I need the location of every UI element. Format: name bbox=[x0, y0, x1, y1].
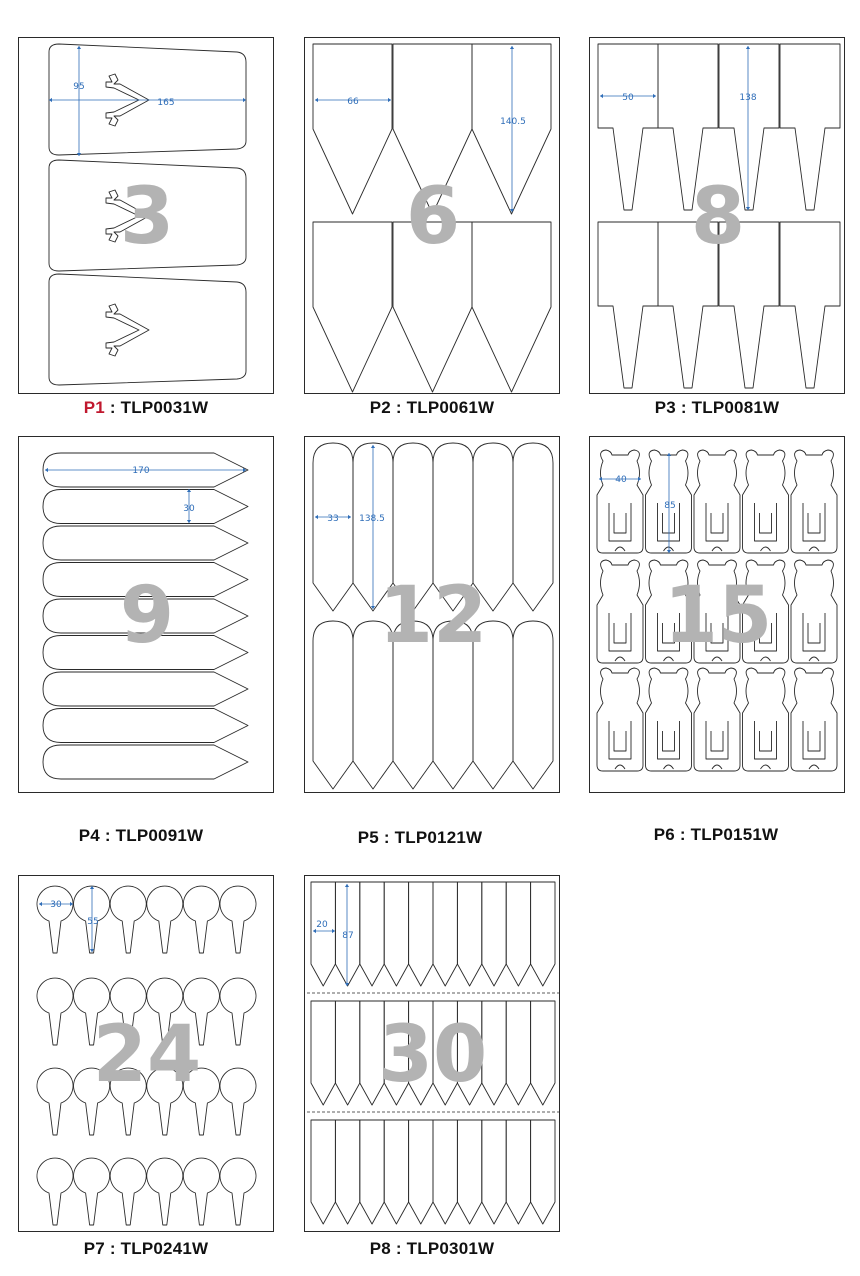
narrow-stake-outline bbox=[409, 882, 433, 986]
narrow-stake-outline bbox=[335, 1001, 359, 1105]
dimline-width-arrowhead bbox=[315, 515, 318, 519]
round-pick-outline bbox=[110, 886, 146, 953]
sheet-p7-tlp0241w bbox=[18, 875, 274, 1232]
caption-separator: : bbox=[675, 398, 692, 417]
dimline-height-arrowhead bbox=[345, 884, 349, 887]
hanger-hole bbox=[712, 547, 722, 551]
bear-tag-outline bbox=[597, 450, 643, 553]
caption-page: P3 bbox=[654, 398, 676, 417]
clip-slot bbox=[658, 721, 680, 759]
sheet-p4-drawing bbox=[19, 437, 274, 793]
narrow-stake-outline bbox=[531, 882, 555, 986]
caption-p2 bbox=[302, 398, 562, 418]
narrow-stake-outline bbox=[433, 1120, 457, 1224]
narrow-stake-outline bbox=[506, 882, 530, 986]
hanger-hole bbox=[809, 657, 819, 661]
bear-tag-outline bbox=[597, 668, 643, 771]
narrow-stake-outline bbox=[531, 1120, 555, 1224]
round-pick-outline bbox=[37, 886, 73, 953]
narrow-stake-outline bbox=[311, 1001, 335, 1105]
round-pick-outline bbox=[183, 886, 219, 953]
sheet-p3-drawing bbox=[590, 38, 845, 394]
sign-stake-outline bbox=[598, 44, 658, 210]
clip-slot bbox=[609, 503, 631, 541]
narrow-stake-outline bbox=[482, 1120, 506, 1224]
stake-outline bbox=[313, 222, 392, 392]
narrow-stake-outline bbox=[433, 882, 457, 986]
clip-slot bbox=[803, 613, 825, 651]
dimension-height: 95 bbox=[73, 82, 85, 92]
caption-p8 bbox=[302, 1239, 562, 1259]
sheet-p5-tlp0121w bbox=[304, 436, 560, 793]
caption-page: P6 bbox=[653, 825, 675, 844]
clip-slot bbox=[706, 721, 728, 759]
narrow-stake-outline bbox=[482, 882, 506, 986]
dimension-width: 20 bbox=[316, 920, 328, 930]
sign-stake-outline bbox=[780, 44, 840, 210]
sheet-p4-tlp0091w bbox=[18, 436, 274, 793]
round-pick-outline bbox=[74, 1158, 110, 1225]
narrow-stake-outline bbox=[506, 1120, 530, 1224]
dimension-width: 170 bbox=[132, 466, 150, 476]
caption-separator: : bbox=[104, 398, 121, 417]
round-pick-outline bbox=[147, 886, 183, 953]
narrow-stake-outline bbox=[409, 1120, 433, 1224]
pointed-label-outline bbox=[513, 621, 553, 789]
bear-tag-outline bbox=[646, 668, 692, 771]
caption-code: TLP0241W bbox=[120, 1239, 209, 1258]
round-pick-outline bbox=[37, 978, 73, 1045]
caption-code: TLP0091W bbox=[115, 826, 204, 845]
bear-tag-outline bbox=[743, 450, 789, 553]
caption-separator: : bbox=[390, 398, 407, 417]
bear-tag-outline bbox=[597, 560, 643, 663]
narrow-stake-outline bbox=[531, 1001, 555, 1105]
sheet-p1-drawing bbox=[19, 38, 274, 394]
dimline-width-arrowhead bbox=[332, 929, 335, 933]
dimline-width-arrowhead bbox=[39, 902, 42, 906]
hanger-hole bbox=[615, 765, 625, 769]
dimline-height-arrowhead bbox=[746, 46, 750, 49]
clip-slot bbox=[706, 503, 728, 541]
sheet-p6-drawing bbox=[590, 437, 845, 793]
narrow-stake-outline bbox=[457, 1120, 481, 1224]
narrow-stake-outline bbox=[311, 1120, 335, 1224]
clip-slot bbox=[755, 721, 777, 759]
caption-p7 bbox=[16, 1239, 276, 1259]
dimension-width: 66 bbox=[347, 97, 359, 107]
arrow-strip-outline bbox=[43, 526, 248, 560]
label-count: 15 bbox=[663, 571, 773, 661]
dimline-height-arrowhead bbox=[187, 520, 191, 523]
hanger-hole bbox=[809, 547, 819, 551]
narrow-stake-outline bbox=[384, 1120, 408, 1224]
round-pick-outline bbox=[110, 1158, 146, 1225]
label-count: 12 bbox=[378, 571, 488, 661]
hanger-hole bbox=[761, 765, 771, 769]
stake-outline bbox=[472, 44, 551, 214]
hanger-hole bbox=[712, 765, 722, 769]
bear-tag-outline bbox=[791, 560, 837, 663]
caption-code: TLP0031W bbox=[120, 398, 209, 417]
caption-separator: : bbox=[378, 828, 395, 847]
sheet-p7-drawing bbox=[19, 876, 274, 1232]
caption-code: TLP0151W bbox=[690, 825, 779, 844]
caption-separator: : bbox=[390, 1239, 407, 1258]
round-pick-outline bbox=[183, 1158, 219, 1225]
dimline-width-arrowhead bbox=[348, 515, 351, 519]
pointed-label-outline bbox=[513, 443, 553, 611]
round-pick-outline bbox=[220, 886, 256, 953]
dimension-width: 40 bbox=[615, 475, 627, 485]
hanger-hole bbox=[615, 657, 625, 661]
caption-separator: : bbox=[99, 826, 116, 845]
dimension-height: 85 bbox=[664, 501, 676, 511]
pointed-label-outline bbox=[313, 621, 353, 789]
dimension-height: 138.5 bbox=[359, 514, 385, 524]
clip-slot bbox=[609, 721, 631, 759]
bear-tag-outline bbox=[743, 668, 789, 771]
label-count: 8 bbox=[690, 172, 746, 262]
narrow-stake-outline bbox=[384, 882, 408, 986]
caption-p1 bbox=[16, 398, 276, 418]
narrow-stake-outline bbox=[506, 1001, 530, 1105]
bear-tag-outline bbox=[694, 668, 740, 771]
sheet-p3-tlp0081w bbox=[589, 37, 845, 394]
dimline-height-arrowhead bbox=[77, 46, 81, 49]
caption-code: TLP0061W bbox=[406, 398, 495, 417]
label-count: 30 bbox=[378, 1010, 488, 1100]
caption-p5 bbox=[290, 828, 550, 848]
caption-page: P2 bbox=[369, 398, 391, 417]
sheet-p1-tlp0031w bbox=[18, 37, 274, 394]
clip-cutout bbox=[106, 304, 149, 356]
dimline-width-arrowhead bbox=[653, 94, 656, 98]
round-pick-outline bbox=[220, 1068, 256, 1135]
sheet-p6-tlp0151w bbox=[589, 436, 845, 793]
arrow-strip-outline bbox=[43, 490, 248, 524]
label-count: 3 bbox=[119, 172, 175, 262]
dimension-height: 55 bbox=[87, 917, 99, 927]
hanger-hole bbox=[664, 765, 674, 769]
arrow-strip-outline bbox=[43, 709, 248, 743]
bear-tag-outline bbox=[694, 450, 740, 553]
caption-p6 bbox=[586, 825, 846, 845]
clip-slot bbox=[803, 721, 825, 759]
dimension-height: 138 bbox=[739, 93, 757, 103]
sheet-p8-tlp0301w bbox=[304, 875, 560, 1232]
dimension-width: 30 bbox=[50, 900, 62, 910]
narrow-stake-outline bbox=[311, 882, 335, 986]
clip-slot bbox=[803, 503, 825, 541]
sheet-p5-drawing bbox=[305, 437, 560, 793]
sheet-p2-tlp0061w bbox=[304, 37, 560, 394]
clip-slot bbox=[609, 613, 631, 651]
narrow-stake-outline bbox=[360, 882, 384, 986]
dimension-width: 165 bbox=[157, 98, 175, 108]
caption-code: TLP0081W bbox=[691, 398, 780, 417]
caption-page: P1 bbox=[83, 398, 105, 417]
dimension-height: 140.5 bbox=[500, 117, 526, 127]
caption-page: P4 bbox=[78, 826, 100, 845]
dimline-height-arrowhead bbox=[667, 453, 671, 456]
round-pick-outline bbox=[147, 1158, 183, 1225]
arrow-strip-outline bbox=[43, 745, 248, 779]
round-pick-outline bbox=[37, 1068, 73, 1135]
caption-p3 bbox=[587, 398, 847, 418]
hanger-hole bbox=[615, 547, 625, 551]
round-pick-outline bbox=[37, 1158, 73, 1225]
dimline-height-arrowhead bbox=[371, 445, 375, 448]
arrow-strip-outline bbox=[43, 672, 248, 706]
caption-code: TLP0121W bbox=[394, 828, 483, 847]
dimline-width-arrowhead bbox=[388, 98, 391, 102]
round-pick-outline bbox=[220, 978, 256, 1045]
hanger-hole bbox=[761, 547, 771, 551]
clip-slot bbox=[755, 503, 777, 541]
label-count: 6 bbox=[405, 172, 461, 262]
narrow-stake-outline bbox=[360, 1120, 384, 1224]
dimension-height: 87 bbox=[342, 931, 354, 941]
round-pick-outline bbox=[220, 1158, 256, 1225]
stake-outline bbox=[313, 44, 392, 214]
caption-page: P5 bbox=[357, 828, 379, 847]
label-count: 9 bbox=[119, 571, 175, 661]
sign-stake-outline bbox=[780, 222, 840, 388]
bear-tag-outline bbox=[791, 450, 837, 553]
stake-outline bbox=[472, 222, 551, 392]
sheet-p2-drawing bbox=[305, 38, 560, 394]
dimline-width-arrowhead bbox=[600, 94, 603, 98]
sheet-p8-drawing bbox=[305, 876, 560, 1232]
dimline-width-arrowhead bbox=[45, 468, 48, 472]
dimline-width-arrowhead bbox=[315, 98, 318, 102]
caption-p4 bbox=[11, 826, 271, 846]
narrow-stake-outline bbox=[457, 882, 481, 986]
hanger-hole bbox=[809, 765, 819, 769]
caption-page: P8 bbox=[369, 1239, 391, 1258]
caption-code: TLP0301W bbox=[406, 1239, 495, 1258]
dimline-height-arrowhead bbox=[667, 550, 671, 553]
sign-stake-outline bbox=[598, 222, 658, 388]
caption-page: P7 bbox=[83, 1239, 105, 1258]
label-count: 24 bbox=[92, 1010, 202, 1100]
narrow-stake-outline bbox=[335, 1120, 359, 1224]
pointed-label-outline bbox=[313, 443, 353, 611]
dimension-width: 33 bbox=[327, 514, 339, 524]
caption-separator: : bbox=[104, 1239, 121, 1258]
caption-separator: : bbox=[674, 825, 691, 844]
bear-tag-outline bbox=[791, 668, 837, 771]
dimension-width: 50 bbox=[622, 93, 634, 103]
dimension-height: 30 bbox=[183, 504, 195, 514]
dimline-height-arrowhead bbox=[510, 46, 514, 49]
